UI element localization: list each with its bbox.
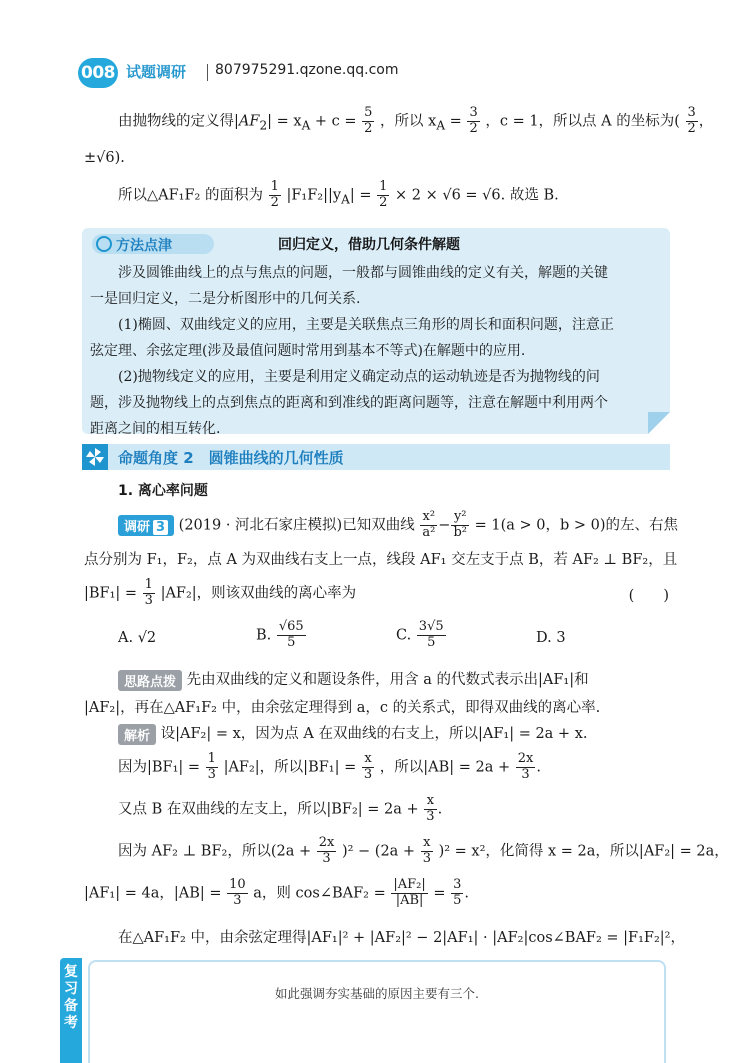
solution-step-4: 因为 AF₂ ⊥ BF₂，所以(2a + $\frac{2x}{3}$ )² − (2a + $\frac{x}{3}$ )² = x²，化简得 x = 2a，所以|AF₂| = 2a，	[118, 835, 729, 866]
fraction-y2-b2: $\frac{\text{y²}}{\text{b²}}$	[453, 509, 467, 540]
solution-step-3: 又点 B 在双曲线的左支上，所以|BF₂| = 2a + $\frac{x}{3}$ .	[118, 793, 443, 824]
fraction-1-2-b: $\frac{1}{2}$	[379, 179, 388, 210]
notes-text: 如此强调夯实基础的原因主要有三个.	[275, 986, 479, 1001]
solution-step-2: 因为|BF₁| = $\frac{1}{3}$ |AF₂|，所以|BF₁| = $\frac{x}{3}$ ，所以|AB| = 2a + $\frac{2x}{3}$ .	[118, 751, 541, 782]
page-header	[78, 58, 678, 88]
section-header	[82, 444, 670, 470]
fraction-3-2: $\frac{3}{2}$	[469, 105, 478, 136]
subsection-title: 1. 离心率问题	[118, 483, 208, 499]
fraction-1-2: $\frac{1}{2}$	[270, 179, 279, 210]
header-title: 试题调研	[126, 63, 187, 81]
solution-line-2: ±√6).	[84, 150, 125, 166]
method-tag	[92, 234, 214, 254]
choice-c: C. $\frac{3√5}{5}$	[396, 619, 444, 650]
solution-tag: 解析	[118, 724, 156, 745]
method-paragraph-1: 涉及圆锥曲线上的点与焦点的问题，一般都与圆锥曲线的定义有关，解题的关键 一是回归定义，二是分析图形中的几何关系.	[90, 265, 608, 307]
method-label: 方法点津	[116, 238, 172, 254]
choice-b: B. $\frac{√65}{5}$	[256, 619, 304, 650]
answer-paren: ( )	[628, 588, 669, 604]
problem-line-1: 调研 3 (2019 · 河北石家庄模拟)已知双曲线 $\frac{\text{x²}}{\text{a²}}$ − $\frac{\text{y²}}{\text{b²}}$ = 1(a > 0，b > 0)的左、右焦	[118, 510, 678, 541]
solution-step-6: 在△AF₁F₂ 中，由余弦定理得|AF₁|² + |AF₂|² − 2|AF₁| · |AF₂|cos∠BAF₂ = |F₁F₂|²，	[118, 930, 685, 946]
lightbulb-icon	[96, 236, 112, 252]
problem-line-3: |BF₁| = $\frac{1}{3}$ |AF₂|，则该双曲线的离心率为 ( )	[84, 577, 669, 608]
fraction-1-3: $\frac{1}{3}$	[144, 577, 153, 608]
side-tab-review: 复习备考	[60, 958, 82, 1063]
fraction-3-2-coord: $\frac{3}{2}$	[687, 105, 696, 136]
notes-panel	[88, 960, 666, 1063]
hint-line-2: |AF₂|，再在△AF₁F₂ 中，由余弦定理得到 a，c 的关系式，即得双曲线的离心率.	[84, 700, 601, 716]
choice-a: A. √2	[118, 630, 157, 646]
hint-line-1: 思路点拨 先由双曲线的定义和题设条件，用含 a 的代数式表示出|AF₁|和	[118, 668, 589, 691]
page-fold-corner	[648, 412, 670, 434]
choice-d: D. 3	[536, 630, 566, 646]
fraction-5-2: $\frac{5}{2}$	[364, 105, 373, 136]
header-divider	[207, 64, 208, 81]
header-url: 807975291.qzone.qq.com	[215, 62, 399, 78]
method-tips-box	[82, 228, 670, 437]
solution-step-5: |AF₁| = 4a，|AB| = $\frac{10}{3}$ a，则 cos∠BAF₂ = $\frac{\text{|AF₂|}}{|AB|}$ = $\frac{3}{5}$ .	[84, 877, 470, 908]
hint-tag: 思路点拨	[118, 670, 182, 691]
solution-line-1: 由抛物线的定义得$|AF_2| = x_A + c$ = $\frac{5}{2}$ ，所以 $x_A$ = $\frac{3}{2}$ ，c = 1，所以点 A 的坐标为( $\frac{3}{2}$ ，	[118, 105, 714, 136]
problem-line-2: 点分别为 F₁，F₂，点 A 为双曲线右支上一点，线段 AF₁ 交左支于点 B，若 AF₂ ⊥ BF₂，且	[84, 552, 678, 568]
solution-line-3: 所以△AF₁F₂ 的面积为 $\frac{1}{2}$ $|F_1F_2||y_A|$ = $\frac{1}{2}$ × 2 × √6 = √6. 故选 B.	[118, 179, 559, 210]
pinwheel-icon	[82, 444, 108, 470]
page-number-badge: 008	[78, 58, 118, 88]
fraction-x2-a2: $\frac{\text{x²}}{\text{a²}}$	[422, 509, 436, 540]
section-title: 命题角度 2 圆锥曲线的几何性质	[118, 449, 344, 467]
method-paragraph-2: (1)椭圆、双曲线定义的应用，主要是关联焦点三角形的周长和面积问题，注意正 弦定理、余弦定理(涉及最值问题时常用到基本不等式)在解题中的应用.	[90, 317, 614, 359]
method-heading: 回归定义，借助几何条件解题	[278, 237, 460, 253]
solution-step-1: 解析 设|AF₂| = x，因为点 A 在双曲线的右支上，所以|AF₁| = 2a + x.	[118, 722, 587, 745]
problem-tag: 调研 3	[118, 515, 174, 536]
method-paragraph-3: (2)抛物线定义的应用，主要是利用定义确定动点的运动轨迹是否为抛物线的问 题，涉及抛物线上的点到焦点的距离和到准线的距离问题等，注意在解题中利用两个 距离之间的相互转化.	[90, 369, 608, 437]
